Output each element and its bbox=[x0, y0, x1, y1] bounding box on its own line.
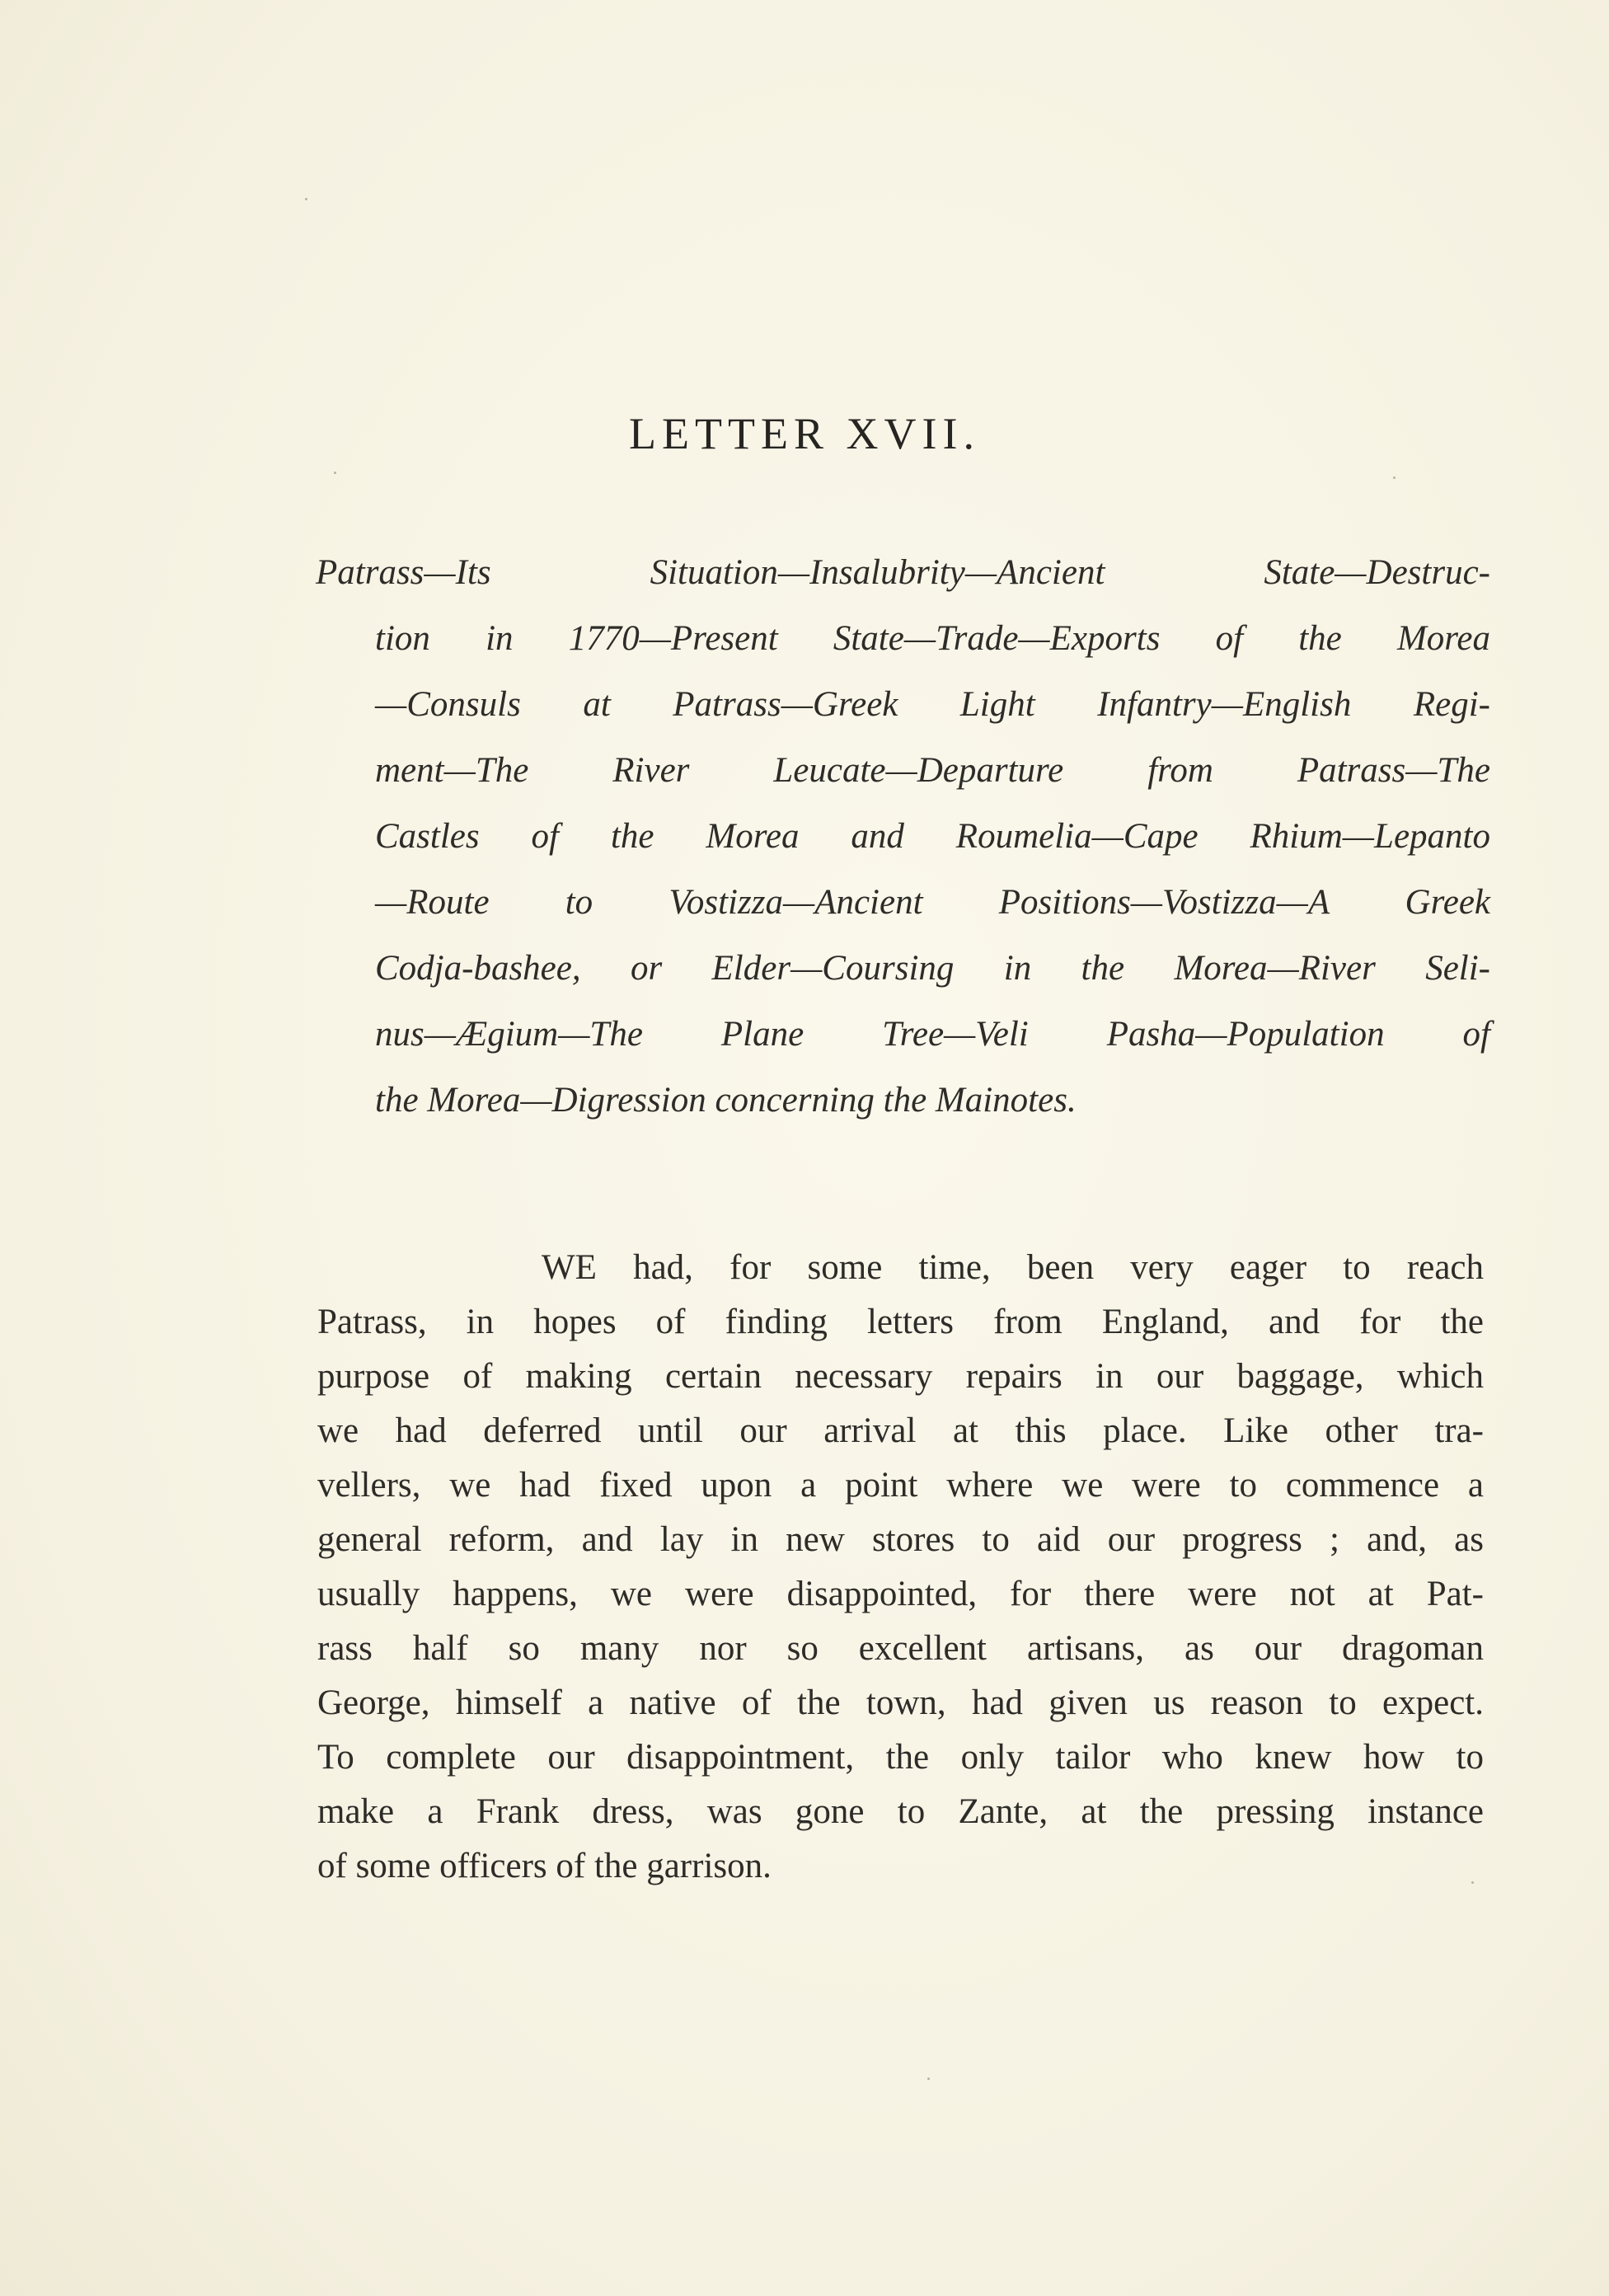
paper-speck bbox=[1471, 1881, 1474, 1884]
body-line: usually happens, we were disappointed, for there were not at Pat- bbox=[317, 1575, 1484, 1613]
paper-speck bbox=[1393, 477, 1396, 479]
body-line: we had deferred until our arrival at this place. Like other tra- bbox=[317, 1411, 1484, 1450]
body-line: purpose of making certain necessary repairs in our baggage, which bbox=[317, 1357, 1484, 1396]
letter-heading: LETTER XVII. bbox=[629, 409, 980, 458]
summary-line: —Route to Vostizza—Ancient Positions—Vostizza—A Greek bbox=[375, 883, 1490, 922]
summary-line: Codja-bashee, or Elder—Coursing in the Morea—River Seli- bbox=[375, 949, 1490, 988]
body-line: make a Frank dress, was gone to Zante, at the pressing instance bbox=[317, 1792, 1484, 1831]
body-line: of some officers of the garrison. bbox=[317, 1847, 772, 1885]
body-line: Patrass, in hopes of finding letters from England, and for the bbox=[317, 1303, 1484, 1341]
paper-speck bbox=[305, 198, 307, 200]
body-line: To complete our disappointment, the only tailor who knew how to bbox=[317, 1738, 1484, 1777]
summary-line: —Consuls at Patrass—Greek Light Infantry—English Regi- bbox=[375, 685, 1490, 724]
summary-line: ment—The River Leucate—Departure from Patrass—The bbox=[375, 751, 1490, 790]
body-line: general reform, and lay in new stores to aid our progress ; and, as bbox=[317, 1520, 1484, 1559]
body-line: George, himself a native of the town, had given us reason to expect. bbox=[317, 1683, 1484, 1722]
summary-line: Patrass—Its Situation—Insalubrity—Ancient State—Destruc- bbox=[316, 553, 1490, 592]
body-line: vellers, we had fixed upon a point where we were to commence a bbox=[317, 1466, 1484, 1505]
summary-line: tion in 1770—Present State—Trade—Exports of the Morea bbox=[375, 619, 1490, 658]
body-line: WE had, for some time, been very eager to reach bbox=[542, 1248, 1484, 1287]
summary-line: Castles of the Morea and Roumelia—Cape Rhium—Lepanto bbox=[375, 817, 1490, 856]
summary-line: the Morea—Digression concerning the Mainotes. bbox=[375, 1081, 1077, 1120]
summary-line: nus—Ægium—The Plane Tree—Veli Pasha—Population of bbox=[375, 1015, 1490, 1054]
body-paragraph bbox=[317, 1241, 1484, 1894]
chapter-summary bbox=[316, 540, 1490, 1134]
paper-speck bbox=[334, 472, 336, 474]
body-line: rass half so many nor so excellent artisans, as our dragoman bbox=[317, 1629, 1484, 1668]
paper-speck bbox=[927, 2078, 930, 2080]
